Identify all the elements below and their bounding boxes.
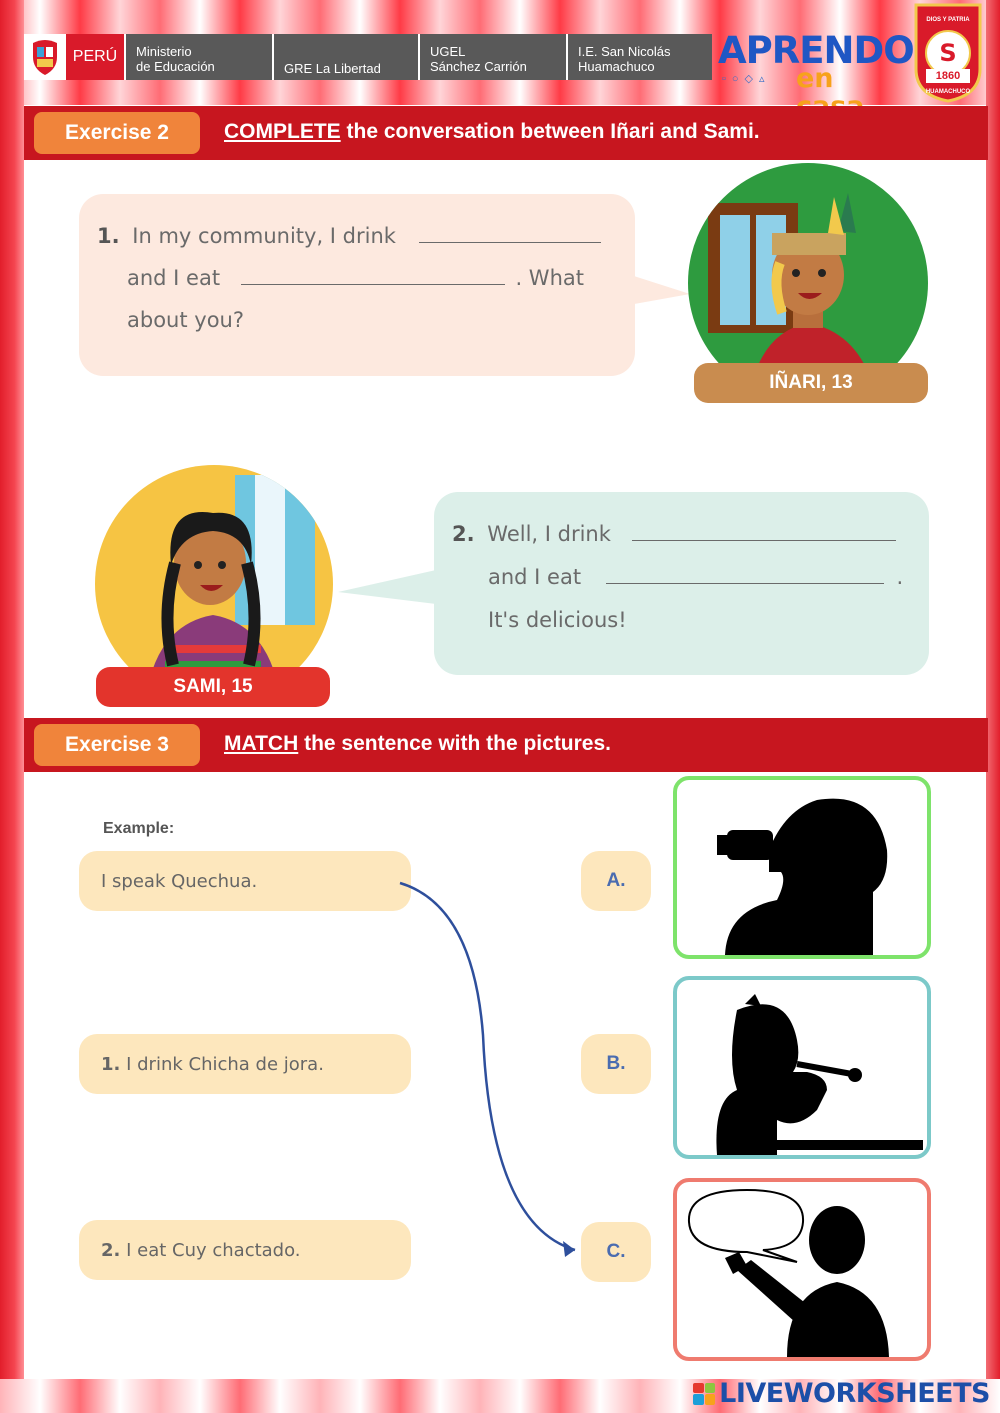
ugel-line2: Sánchez Carrión	[430, 59, 527, 74]
government-header	[24, 34, 712, 80]
bubble1-line2-start: and I eat	[127, 266, 221, 290]
exercise2-header	[24, 106, 988, 160]
footer-brand: LIVEWORKSHEETS	[719, 1378, 990, 1409]
bubble1-line1: In my community, I drink	[132, 224, 396, 248]
letter-a-target[interactable]: A.	[581, 851, 651, 911]
eat-blank-input-2[interactable]	[606, 565, 884, 584]
exercise3-instruction-rest: the sentence with the pictures.	[298, 732, 611, 755]
bubble1-line3: about you?	[127, 308, 244, 332]
logo-top-text: APRENDO	[718, 29, 914, 72]
sentence-1[interactable]	[79, 1034, 411, 1094]
logo-shapes-icon: ▫○◇▵	[722, 73, 771, 85]
bubble2-line1: Well, I drink	[487, 522, 611, 546]
badge-top-text: DIOS Y PATRIA	[926, 17, 970, 23]
drink-blank-input-2[interactable]	[632, 522, 896, 541]
exercise2-keyword: COMPLETE	[224, 120, 341, 143]
school-line1: I.E. San Nicolás	[578, 44, 671, 59]
exercise2-tag: Exercise 2	[34, 112, 200, 154]
liveworksheets-logo	[693, 1378, 990, 1409]
ministry-line2: de Educación	[136, 59, 215, 74]
sentence-2[interactable]	[79, 1220, 411, 1280]
exercise3-header	[24, 718, 988, 772]
sentence-1-number: 1.	[101, 1053, 121, 1075]
speaking-silhouette-icon	[677, 1182, 927, 1357]
bubble2-line2-start: and I eat	[488, 565, 582, 589]
sentence-2-number: 2.	[101, 1239, 121, 1261]
svg-text:S: S	[939, 39, 957, 67]
exercise2-instruction	[224, 120, 760, 144]
eat-blank-input-1[interactable]	[241, 266, 505, 285]
country-label: PERÚ	[66, 34, 124, 80]
eating-silhouette-icon	[677, 980, 927, 1155]
example-match-arrow	[395, 875, 595, 1265]
inari-name-tag: IÑARI, 13	[694, 363, 928, 403]
sami-name-tag: SAMI, 15	[96, 667, 330, 707]
ministry-line1: Ministerio	[136, 44, 192, 59]
bubble1-number: 1.	[97, 224, 120, 248]
sentence-example[interactable]	[79, 851, 411, 911]
picture-b[interactable]	[673, 976, 931, 1159]
bubble2-tail	[338, 570, 438, 610]
left-red-border	[0, 0, 24, 1413]
picture-a[interactable]	[673, 776, 931, 959]
picture-c[interactable]	[673, 1178, 931, 1361]
ministry-label	[124, 34, 272, 80]
gre-label: GRE La Libertad	[272, 34, 418, 80]
badge-bottom-text: HUAMACHUCO	[925, 89, 971, 95]
exercise3-tag: Exercise 3	[34, 724, 200, 766]
ugel-label	[418, 34, 566, 80]
peru-crest-icon	[24, 34, 66, 80]
example-label: Example:	[103, 820, 175, 837]
bubble1-line2-end: . What	[515, 266, 584, 290]
right-red-border	[986, 0, 1000, 1413]
logo-bottom-text: en	[796, 63, 834, 94]
bubble1-tail	[634, 276, 694, 306]
badge-year: 1860	[935, 70, 961, 82]
school-line2: Huamachuco	[578, 59, 655, 74]
ugel-line1: UGEL	[430, 44, 466, 59]
letter-b-target[interactable]: B.	[581, 1034, 651, 1094]
letter-c-target[interactable]: C.	[581, 1222, 651, 1282]
aprendo-en-casa-logo	[718, 29, 914, 96]
school-label	[566, 34, 712, 80]
exercise3-instruction	[224, 732, 611, 756]
bubble2-line2-end: .	[896, 565, 904, 589]
exercise3-keyword: MATCH	[224, 732, 299, 755]
drink-blank-input-1[interactable]	[419, 224, 601, 243]
drinking-silhouette-icon	[677, 780, 927, 955]
sentence-1-text: I drink Chicha de jora.	[120, 1053, 324, 1075]
speech-bubble-sami	[434, 492, 929, 675]
sentence-example-text: I speak Quechua.	[101, 870, 258, 892]
liveworksheets-mark-icon	[693, 1383, 715, 1405]
exercise2-instruction-rest: the conversation between Iñari and Sami.	[340, 120, 760, 143]
speech-bubble-inari	[79, 194, 635, 376]
bubble2-number: 2.	[452, 522, 475, 546]
bubble2-line3: It's delicious!	[488, 608, 627, 632]
sentence-2-text: I eat Cuy chactado.	[120, 1239, 301, 1261]
school-badge-icon	[912, 3, 984, 103]
